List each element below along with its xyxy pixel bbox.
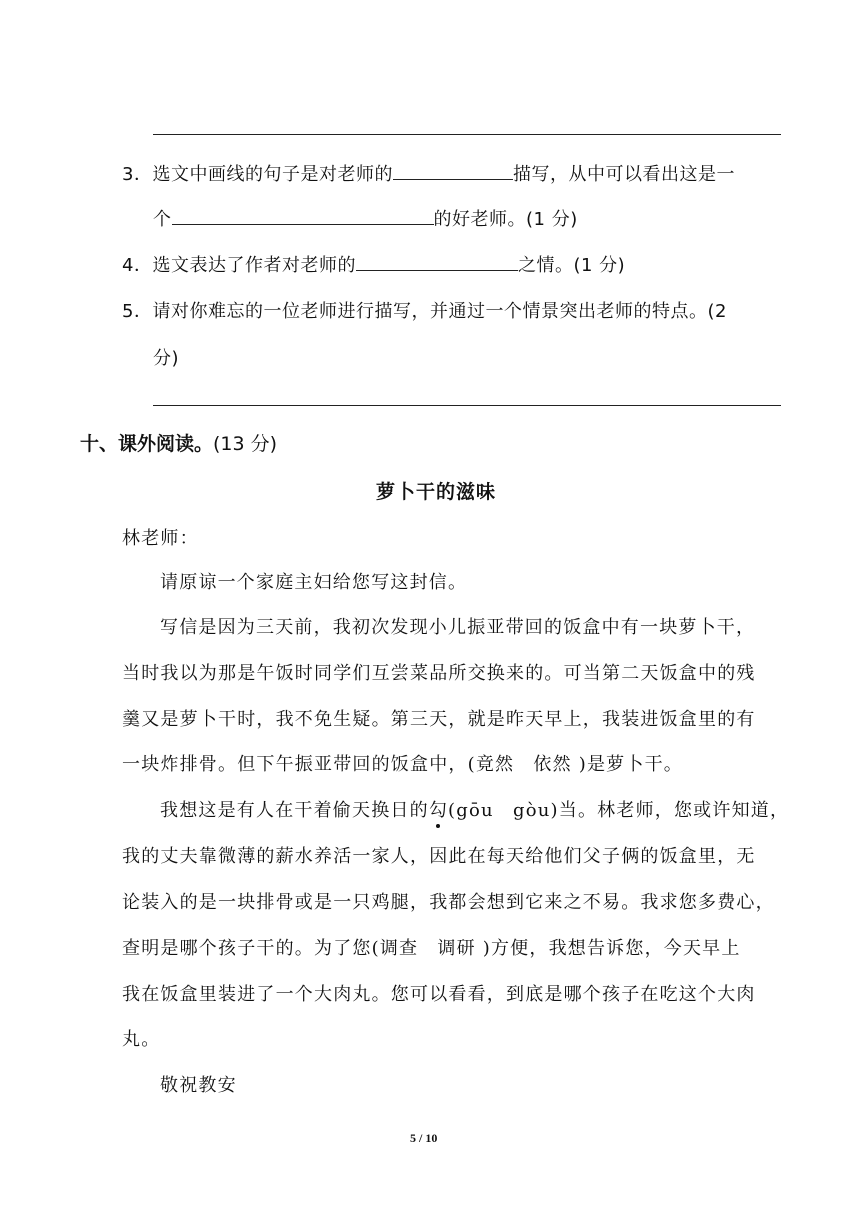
section-10-score: (13 分)	[213, 433, 278, 455]
question-3-label: 3．选文中画线的句子是对老师的	[122, 164, 393, 185]
paragraph-2-line: 一块炸排骨。但下午振亚带回的饭盒中，(竟然 依然 )是萝卜干。	[122, 754, 683, 775]
question-3-cont-prefix: 个	[153, 209, 172, 230]
section-10-title: 十、课外阅读。	[80, 433, 214, 455]
paragraph-3-line: 我的丈夫靠微薄的薪水养活一家人，因此在每天给他们父子俩的饭盒里，无	[122, 846, 756, 867]
question-4	[122, 251, 625, 277]
question-3-after-blank: 描写，从中可以看出这是一	[512, 164, 735, 185]
question-3	[122, 160, 735, 186]
question-5	[122, 297, 727, 323]
emphasis-dot-char: 勾	[428, 800, 449, 821]
question-4-label: 4．选文表达了作者对老师的	[122, 255, 356, 276]
paragraph-3-text: 我想这是有人在干着偷天换日的	[160, 800, 429, 821]
paragraph-1: 请原谅一个家庭主妇给您写这封信。	[160, 572, 468, 593]
answer-blank[interactable]	[356, 252, 518, 271]
question-3-cont-suffix: 的好老师。(1 分)	[433, 209, 578, 230]
paragraph-2-line: 羹又是萝卜干时，我不免生疑。第三天，就是昨天早上，我装进饭盒里的有	[122, 709, 756, 730]
paragraph-3-line: 论装入的是一块排骨或是一只鸡腿，我都会想到它来之不易。我求您多费心，	[122, 892, 775, 913]
paragraph-3-line	[160, 796, 789, 822]
question-5-cont: 分)	[153, 348, 180, 369]
question-3-continuation	[153, 205, 578, 231]
paragraph-2-line: 当时我以为那是午饭时同学们互尝菜品所交换来的。可当第二天饭盒中的残	[122, 663, 756, 684]
paragraph-2-line: 写信是因为三天前，我初次发现小儿振亚带回的饭盒中有一块萝卜干，	[160, 617, 756, 638]
paragraph-3-line: 我在饭盒里装进了一个大肉丸。您可以看看，到底是哪个孩子在吃这个大肉	[122, 984, 756, 1005]
paragraph-3-text: (gōu gòu)当。林老师，您或许知道，	[448, 800, 790, 821]
page-number: 5 / 10	[410, 1131, 438, 1145]
answer-blank[interactable]	[172, 206, 434, 225]
question-4-after-blank: 之情。(1 分)	[517, 255, 626, 276]
letter-closing: 敬祝教安	[160, 1075, 237, 1096]
question-5-continuation	[153, 344, 179, 370]
question-5-label: 5．请对你难忘的一位老师进行描写，并通过一个情景突出老师的特点。(2	[122, 301, 727, 322]
answer-blank[interactable]	[393, 161, 513, 180]
section-10-heading	[80, 429, 277, 456]
article-title: 萝卜干的滋味	[376, 481, 497, 503]
paragraph-3-line: 查明是哪个孩子干的。为了您(调查 调研 )方便，我想告诉您，今天早上	[122, 938, 741, 959]
paragraph-3-line: 丸。	[122, 1029, 161, 1050]
answer-line	[153, 134, 781, 135]
answer-line[interactable]	[153, 405, 781, 406]
letter-salutation: 林老师：	[122, 528, 199, 549]
